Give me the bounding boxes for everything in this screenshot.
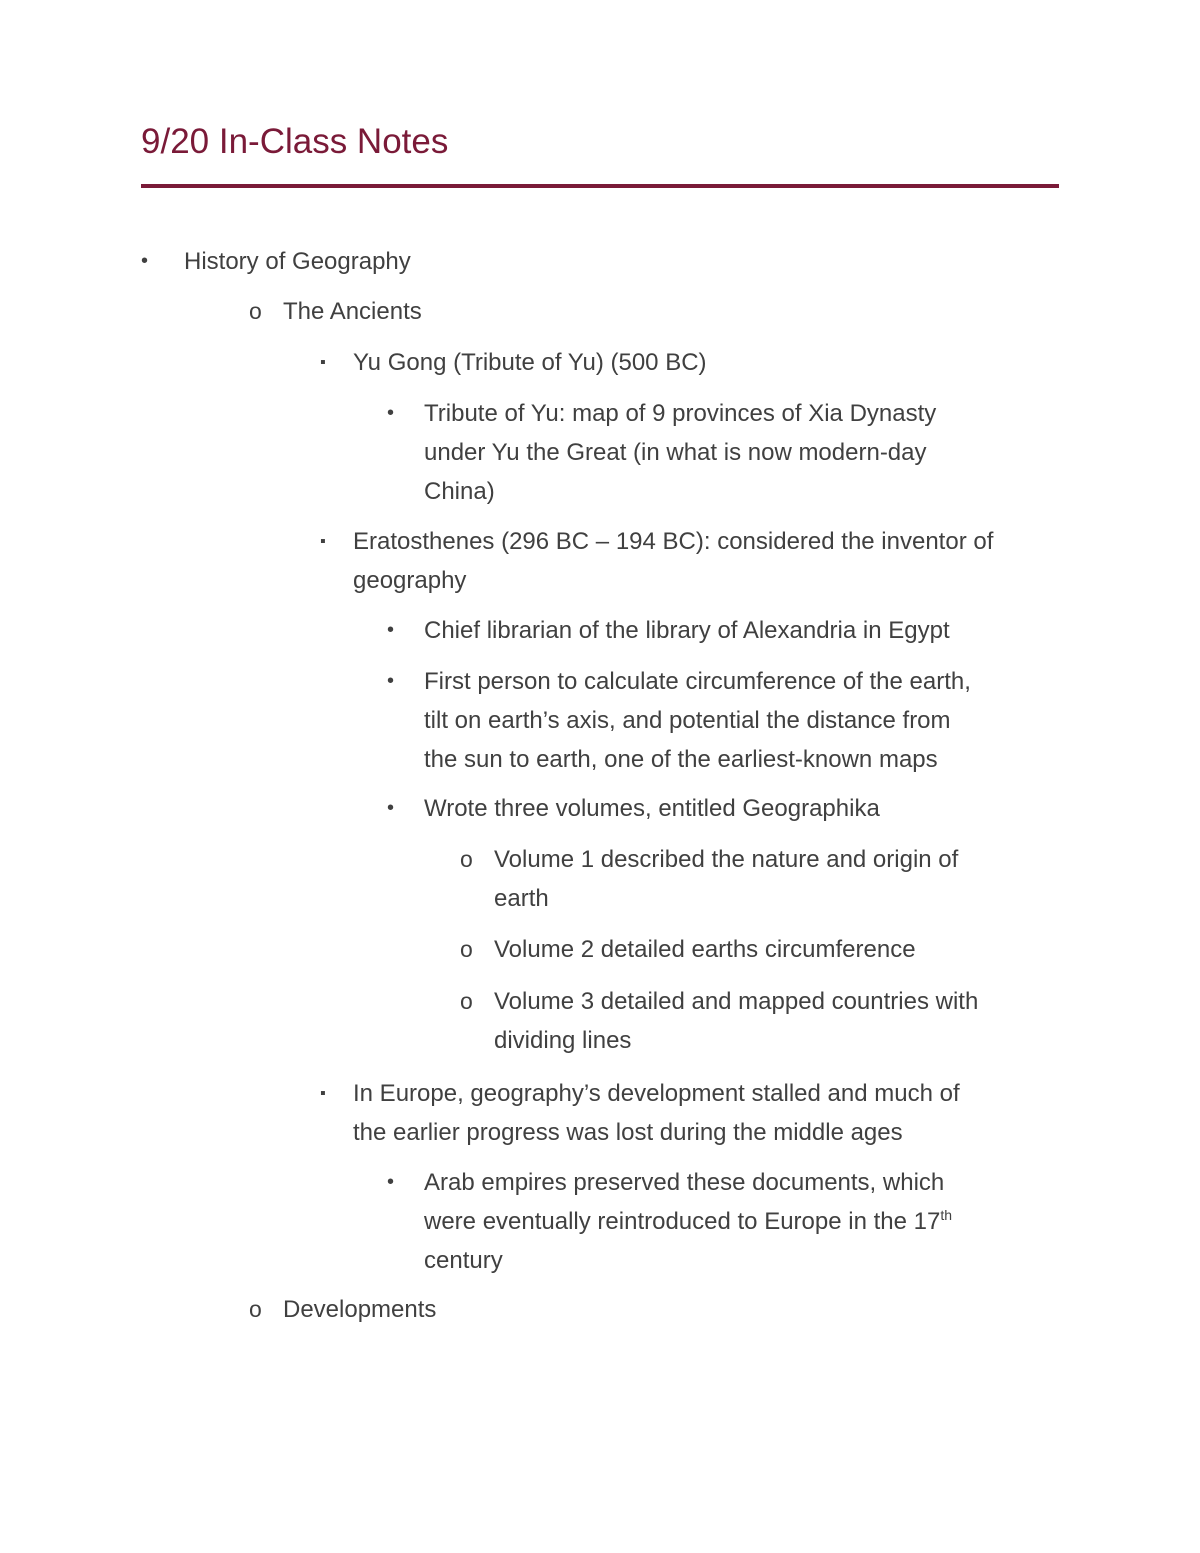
page-title: 9/20 In-Class Notes bbox=[141, 122, 449, 161]
tribute-line: under Yu the Great (in what is now modern-day bbox=[424, 439, 927, 466]
bullet-icon: • bbox=[387, 619, 395, 641]
list-item-volume-1 bbox=[494, 840, 958, 918]
europe-line: the earlier progress was lost during the middle ages bbox=[353, 1119, 903, 1146]
list-item-volumes: Wrote three volumes, entitled Geographika bbox=[424, 795, 880, 822]
circle-bullet-icon: o bbox=[460, 846, 473, 872]
list-item-eratosthenes bbox=[353, 522, 993, 600]
list-item-tribute bbox=[424, 394, 936, 511]
square-bullet-icon: ▪ bbox=[320, 533, 326, 550]
first-person-line: First person to calculate circumference of the earth, bbox=[424, 668, 971, 695]
list-item-history: History of Geography bbox=[184, 248, 411, 275]
circle-bullet-icon: o bbox=[249, 1296, 262, 1322]
square-bullet-icon: ▪ bbox=[320, 1085, 326, 1102]
volume-1-line: Volume 1 described the nature and origin of bbox=[494, 846, 959, 873]
bullet-icon: • bbox=[141, 250, 149, 272]
bullet-icon: • bbox=[387, 402, 395, 424]
square-bullet-icon: ▪ bbox=[320, 354, 326, 371]
list-item-first-person bbox=[424, 662, 971, 779]
first-person-line: the sun to earth, one of the earliest-known maps bbox=[424, 746, 938, 773]
list-item-librarian: Chief librarian of the library of Alexandria in Egypt bbox=[424, 617, 950, 644]
list-item-arab-empires bbox=[424, 1163, 952, 1280]
list-item-developments: Developments bbox=[283, 1296, 437, 1323]
tribute-line: China) bbox=[424, 478, 495, 505]
circle-bullet-icon: o bbox=[460, 988, 473, 1014]
list-item-europe bbox=[353, 1074, 960, 1152]
bullet-icon: • bbox=[387, 1171, 395, 1193]
list-item-volume-3 bbox=[494, 982, 978, 1060]
bullet-icon: • bbox=[387, 797, 395, 819]
volume-3-line: Volume 3 detailed and mapped countries with bbox=[494, 988, 979, 1015]
first-person-line: tilt on earth’s axis, and potential the distance from bbox=[424, 707, 951, 734]
volume-1-line: earth bbox=[494, 885, 549, 912]
circle-bullet-icon: o bbox=[249, 298, 262, 324]
circle-bullet-icon: o bbox=[460, 936, 473, 962]
list-item-yu-gong: Yu Gong (Tribute of Yu) (500 BC) bbox=[353, 349, 707, 376]
list-item-volume-2: Volume 2 detailed earths circumference bbox=[494, 936, 916, 963]
eratosthenes-line: geography bbox=[353, 567, 467, 594]
arab-empires-line: Arab empires preserved these documents, which bbox=[424, 1169, 945, 1196]
europe-line: In Europe, geography’s development stalled and much of bbox=[353, 1080, 960, 1107]
tribute-line: Tribute of Yu: map of 9 provinces of Xia Dynasty bbox=[424, 400, 937, 427]
eratosthenes-line: Eratosthenes (296 BC – 194 BC): considered the inventor of bbox=[353, 528, 994, 555]
bullet-icon: • bbox=[387, 670, 395, 692]
title-underline bbox=[141, 184, 1059, 188]
list-item-ancients: The Ancients bbox=[283, 298, 422, 325]
arab-empires-text: were eventually reintroduced to Europe in the 17 bbox=[424, 1208, 941, 1235]
volume-3-line: dividing lines bbox=[494, 1027, 632, 1054]
ordinal-suffix: th bbox=[940, 1207, 953, 1223]
arab-empires-line: century bbox=[424, 1247, 503, 1274]
arab-empires-line bbox=[424, 1202, 952, 1241]
